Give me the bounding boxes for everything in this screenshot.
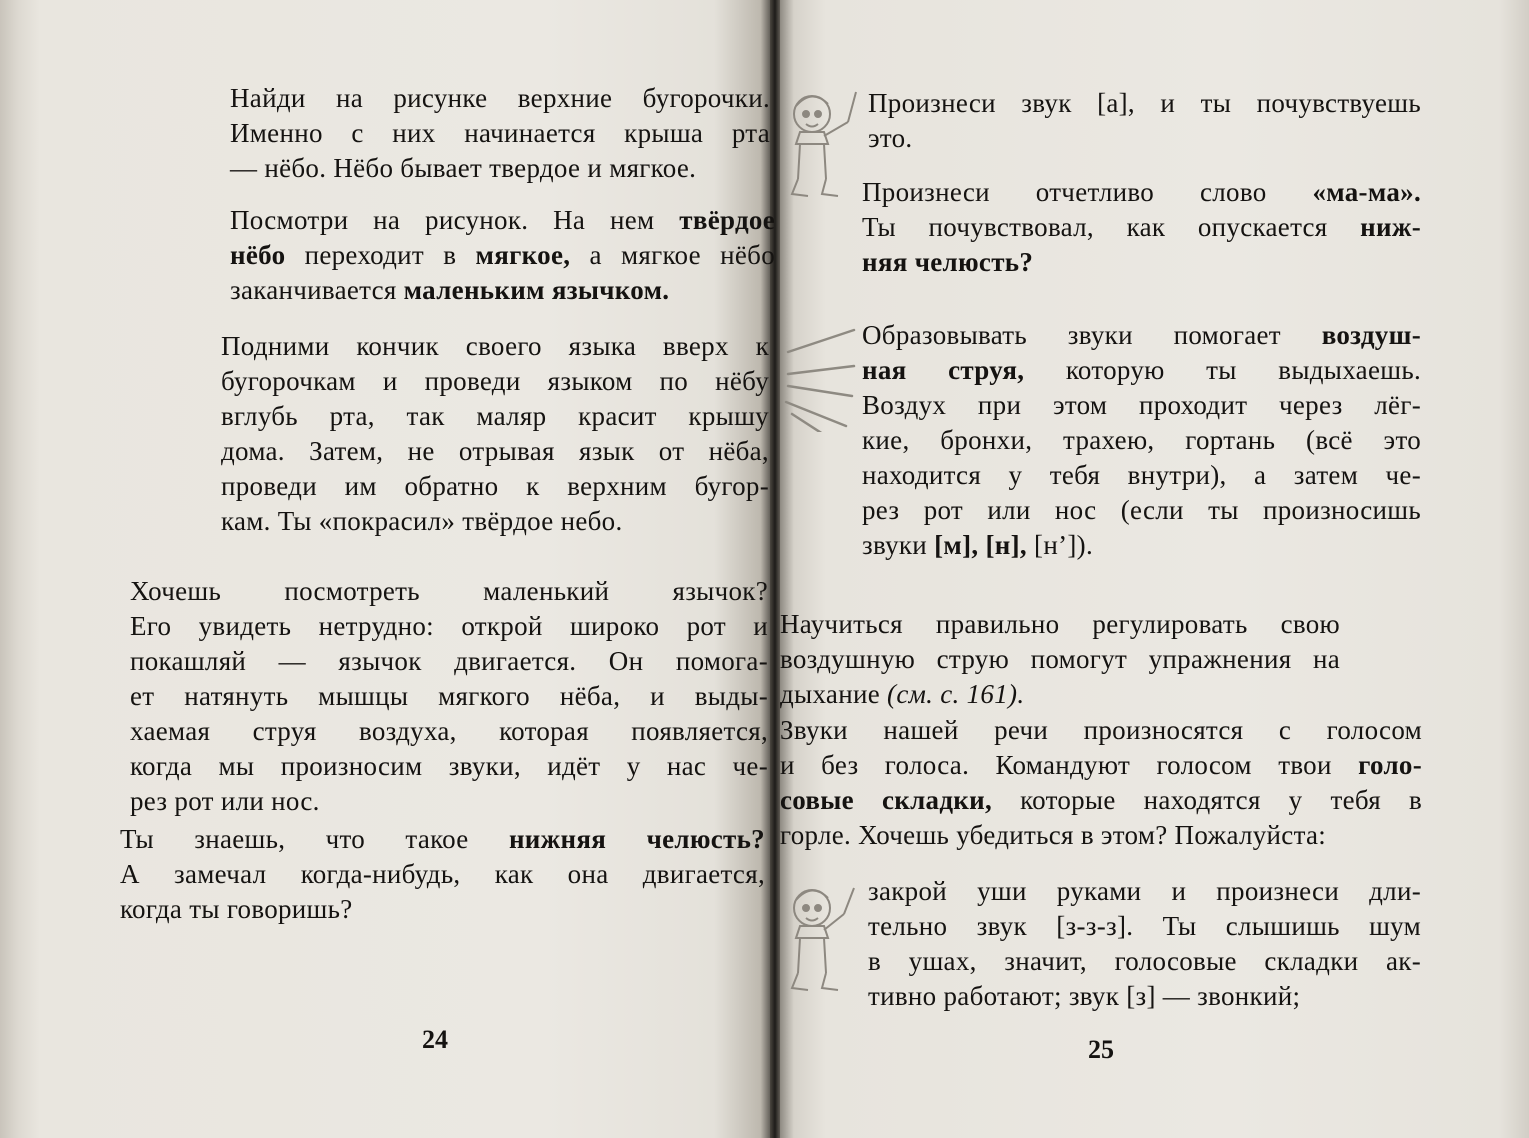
text-line: Образовывать звуки помогает воздуш- bbox=[862, 320, 1421, 350]
text-line: Произнеси отчетливо слово «ма-ма». bbox=[862, 177, 1421, 207]
left-paragraph-1 bbox=[230, 81, 770, 186]
text-line: Подними кончик своего языка вверх к bbox=[221, 331, 769, 361]
right-paragraph-3 bbox=[862, 318, 1421, 563]
page-number-right: 25 bbox=[1088, 1035, 1114, 1064]
text-line: и без голоса. Командуют голосом твои голо- bbox=[780, 750, 1422, 780]
text-line: тельно звук [з-з-з]. Ты слышишь шум bbox=[868, 911, 1421, 941]
right-paragraph-6 bbox=[868, 874, 1421, 1014]
text-line: ная струя, которую ты выдыхаешь. bbox=[862, 355, 1422, 385]
text-line: Ты знаешь, что такое нижняя челюсть? bbox=[120, 824, 765, 854]
text-line: Научиться правильно регулировать свою bbox=[780, 609, 1340, 639]
text-line: в ушах, значит, голосовые складки ак- bbox=[868, 946, 1421, 976]
text-line: ет натянуть мышцы мягкого нёба, и выды- bbox=[130, 681, 768, 711]
text-line: покашляй — язычок двигается. Он помога- bbox=[130, 646, 768, 676]
text-line: проведи им обратно к верхним бугор- bbox=[221, 471, 769, 501]
text-line: тивно работают; звук [з] — звонкий; bbox=[868, 981, 1301, 1011]
text-line: Именно с них начинается крыша рта bbox=[230, 118, 770, 148]
text-line: вглубь рта, так маляр красит крышу bbox=[221, 401, 769, 431]
text-line: горле. Хочешь убедиться в этом? Пожалуйста: bbox=[780, 820, 1327, 850]
text-line: нёбо переходит в мягкое, а мягкое нёбо bbox=[230, 240, 776, 270]
text-line: находится у тебя внутри), а затем че- bbox=[862, 460, 1421, 490]
left-paragraph-4 bbox=[130, 574, 768, 819]
text-line: дыхание (см. с. 161). bbox=[780, 679, 1025, 709]
text-line: рез рот или нос. bbox=[130, 786, 320, 816]
right-paragraph-2 bbox=[862, 175, 1421, 280]
text-line: кам. Ты «покрасил» твёрдое небо. bbox=[221, 506, 623, 536]
right-paragraph-4 bbox=[780, 607, 1340, 712]
cartoon-boy-pointer-icon bbox=[782, 878, 862, 1008]
text-line: Посмотри на рисунок. На нем твёрдое bbox=[230, 205, 775, 235]
text-line: хаемая струя воздуха, которая появляется, bbox=[130, 716, 768, 746]
text-line: когда ты говоришь? bbox=[120, 894, 353, 924]
text-line: закрой уши руками и произнеси дли- bbox=[868, 876, 1421, 906]
text-line: рез рот или нос (если ты произносишь bbox=[862, 495, 1421, 525]
text-line: А замечал когда-нибудь, как она двигается, bbox=[120, 859, 765, 889]
cartoon-boy-pointer-icon bbox=[782, 84, 862, 214]
text-line: дома. Затем, не отрывая язык от нёба, bbox=[221, 436, 769, 466]
text-line: совые складки, которые находятся у тебя в bbox=[780, 785, 1422, 815]
text-line: Его увидеть нетрудно: открой широко рот и bbox=[130, 611, 768, 641]
text-line: заканчивается маленьким язычком. bbox=[230, 275, 670, 305]
left-paragraph-5 bbox=[120, 822, 765, 927]
text-line: Найди на рисунке верхние бугорочки. bbox=[230, 83, 770, 113]
text-line: Произнеси звук [а], и ты почувствуешь bbox=[868, 88, 1421, 118]
air-stream-rays-icon bbox=[782, 322, 862, 432]
left-paragraph-3 bbox=[221, 329, 769, 539]
book-spine bbox=[770, 0, 780, 1138]
right-paragraph-5 bbox=[780, 713, 1422, 853]
text-line: это. bbox=[868, 123, 913, 153]
right-paragraph-1 bbox=[868, 86, 1421, 156]
text-line: — нёбо. Нёбо бывает твердое и мягкое. bbox=[230, 153, 697, 183]
text-line: бугорочкам и проведи языком по нёбу bbox=[221, 366, 769, 396]
text-line: няя челюсть? bbox=[862, 247, 1034, 277]
text-line: Звуки нашей речи произносятся с голосом bbox=[780, 715, 1422, 745]
text-line: Воздух при этом проходит через лёг- bbox=[862, 390, 1421, 420]
text-line: звуки [м], [н], [н’]). bbox=[862, 530, 1093, 560]
text-line: воздушную струю помогут упражнения на bbox=[780, 644, 1340, 674]
left-paragraph-2 bbox=[230, 203, 775, 308]
text-line: когда мы произносим звуки, идёт у нас че- bbox=[130, 751, 768, 781]
text-line: Хочешь посмотреть маленький язычок? bbox=[130, 576, 768, 606]
text-line: Ты почувствовал, как опускается ниж- bbox=[862, 212, 1421, 242]
text-line: кие, бронхи, трахею, гортань (всё это bbox=[862, 425, 1421, 455]
page-number-left: 24 bbox=[422, 1025, 448, 1054]
